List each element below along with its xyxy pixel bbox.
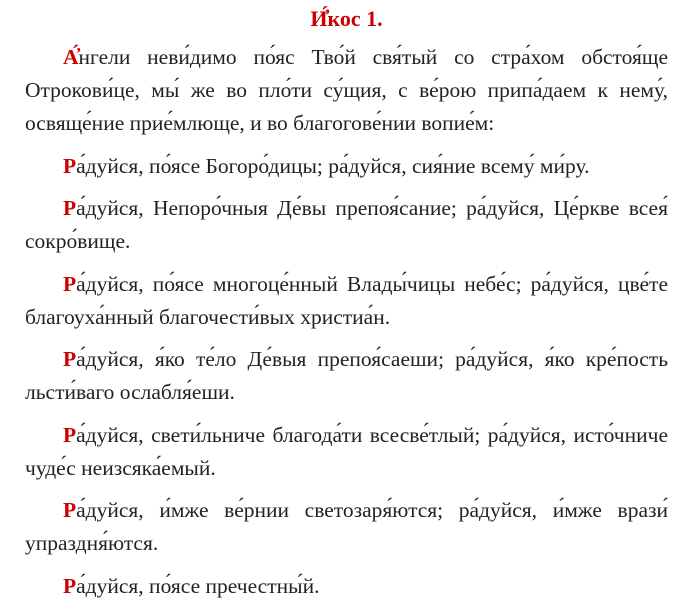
salutation-paragraph — [25, 419, 668, 485]
ikos-title: И҆́кос 1. — [310, 6, 383, 31]
paragraph-text: нгели неви́димо по́яс Тво́й свя́тый со стра́хом обстоя́ще Отрокови́це, мы́ же во пло́ти су́щия, с ве́рою припа́даем к нему́, освяще́ние прие́млюще, и во благогове́нии вопие́м: — [25, 45, 668, 135]
salutation-paragraph — [25, 494, 668, 560]
salutation-paragraph — [25, 192, 668, 258]
drop-initial: Р — [63, 347, 77, 371]
paragraph-text: а́дуйся, я́ко те́ло Де́выя препоя́саеши; ра́дуйся, я́ко кре́пость льсти́ваго ослабля́еши. — [25, 347, 668, 404]
drop-initial: Р — [63, 422, 77, 447]
drop-initial: Р — [63, 498, 77, 522]
ikos-intro-paragraph — [25, 41, 668, 140]
drop-initial: Р — [63, 573, 77, 598]
paragraph-text: а́дуйся, по́ясе пречестны́й. — [76, 573, 320, 598]
paragraph-text: а́дуйся, по́ясе многоце́нный Влады́чицы небе́с; ра́дуйся, цве́те благоуха́нный благочести́вых христиа́н. — [25, 271, 668, 329]
drop-initial: Р — [63, 271, 77, 296]
drop-initial: Р — [63, 196, 77, 220]
paragraph-text: а́дуйся, Непоро́чныя Де́вы препоя́сание; ра́дуйся, Це́ркве всея́ сокро́вище. — [25, 196, 668, 253]
salutation-paragraph — [25, 150, 668, 183]
paragraph-text: а́дуйся, свети́льниче благода́ти всесве́тлый; ра́дуйся, исто́чниче чуде́с неизсяка́емый. — [25, 422, 668, 480]
paragraph-text: а́дуйся, по́ясе Богоро́дицы; ра́дуйся, сия́ние всему́ ми́ру. — [76, 153, 590, 178]
drop-initial: А҆́ — [63, 45, 79, 69]
salutation-paragraph — [25, 570, 668, 603]
salutation-paragraph — [25, 268, 668, 334]
salutation-paragraph — [25, 343, 668, 409]
drop-initial: Р — [63, 153, 77, 178]
paragraph-text: а́дуйся, и́мже ве́рнии светозаря́ются; ра́дуйся, и́мже врази́ упраздня́ются. — [25, 498, 668, 555]
